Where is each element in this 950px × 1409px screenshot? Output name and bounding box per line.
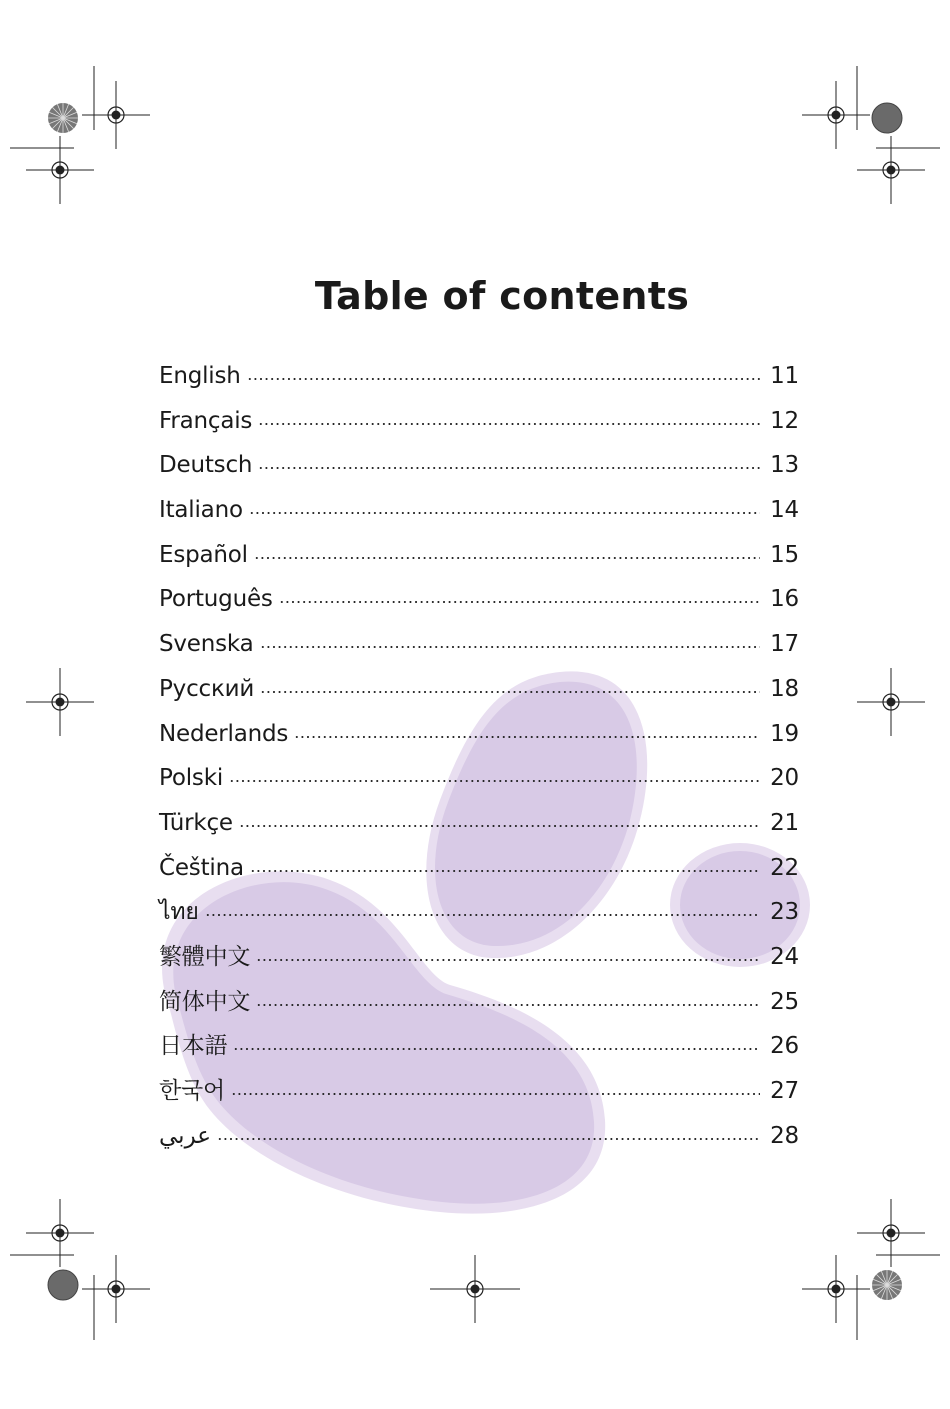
toc-entry-label: Deutsch — [159, 452, 253, 479]
registration-mark-icon — [857, 1199, 925, 1267]
toc-entry-label: English — [159, 363, 241, 389]
toc-entry-label: ไทย — [159, 899, 199, 926]
toc-entry-turkce[interactable] — [159, 805, 799, 850]
toc-entry-label: Čeština — [159, 854, 244, 881]
toc-entry-traditional-chinese[interactable] — [159, 939, 799, 984]
toc-entry-page: 18 — [770, 675, 799, 702]
toc-entry-page: 23 — [770, 899, 799, 926]
toc-entry-arabic[interactable] — [159, 1118, 799, 1163]
toc-entry-page: 21 — [770, 809, 799, 836]
toc-entry-nederlands[interactable] — [159, 716, 799, 761]
registration-mark-icon — [82, 81, 150, 149]
registration-mark-icon — [802, 81, 870, 149]
starburst-target-icon — [48, 103, 78, 133]
toc-entry-svenska[interactable] — [159, 626, 799, 671]
toc-entry-label: Français — [159, 407, 253, 434]
color-bar-dot-icon — [872, 103, 902, 133]
toc-entry-label: Español — [159, 541, 248, 568]
toc-entry-polski[interactable] — [159, 760, 799, 805]
toc-entry-label: Português — [159, 586, 273, 613]
registration-mark-icon — [802, 1255, 870, 1323]
toc-entry-label: Italiano — [159, 497, 243, 524]
registration-mark-icon — [26, 1199, 94, 1267]
dot-leader — [256, 957, 760, 963]
toc-entry-cestina[interactable] — [159, 850, 799, 895]
toc-entry-label: Polski — [159, 765, 224, 792]
toc-entry-russian[interactable] — [159, 671, 799, 716]
dot-leader — [205, 912, 761, 918]
toc-entry-thai[interactable] — [159, 894, 799, 939]
toc-entry-label: Svenska — [159, 631, 254, 658]
toc-entry-page: 19 — [770, 720, 799, 747]
toc-entry-page: 22 — [770, 854, 799, 881]
dot-leader — [258, 465, 760, 471]
toc-entry-page: 11 — [770, 363, 799, 389]
registration-mark-icon — [857, 668, 925, 736]
toc-entry-label: Русский — [159, 675, 255, 702]
toc-entry-deutsch[interactable] — [159, 447, 799, 492]
dot-leader — [254, 555, 760, 561]
toc-entry-espanol[interactable] — [159, 537, 799, 582]
toc-entry-label: 简体中文 — [159, 988, 251, 1015]
registration-mark-icon — [82, 1255, 150, 1323]
registration-mark-icon — [26, 668, 94, 736]
dot-leader — [279, 599, 760, 605]
table-of-contents — [159, 358, 799, 1162]
starburst-target-icon — [872, 1270, 902, 1300]
toc-entry-label: 日本語 — [159, 1033, 228, 1060]
toc-entry-page: 13 — [770, 452, 799, 479]
dot-leader — [250, 868, 760, 874]
toc-entry-page: 24 — [770, 943, 799, 970]
toc-entry-page: 15 — [770, 541, 799, 568]
dot-leader — [260, 689, 760, 695]
toc-entry-label: عربي — [159, 1122, 211, 1149]
toc-entry-page: 14 — [770, 497, 799, 524]
toc-entry-simplified-chinese[interactable] — [159, 984, 799, 1029]
toc-entry-page: 20 — [770, 765, 799, 792]
page-title: Table of contents — [314, 274, 690, 318]
toc-entry-italiano[interactable] — [159, 492, 799, 537]
toc-entry-francais[interactable] — [159, 403, 799, 448]
dot-leader — [247, 376, 760, 382]
toc-entry-page: 17 — [770, 631, 799, 658]
toc-entry-label: Türkçe — [159, 809, 233, 836]
toc-entry-page: 26 — [770, 1033, 799, 1060]
toc-entry-english[interactable] — [159, 358, 799, 403]
dot-leader — [260, 644, 761, 650]
dot-leader — [217, 1136, 760, 1142]
toc-entry-korean[interactable] — [159, 1073, 799, 1118]
color-bar-dot-icon — [48, 1270, 78, 1300]
toc-entry-label: 한국어 — [159, 1078, 226, 1104]
dot-leader — [256, 1002, 760, 1008]
dot-leader — [231, 1091, 760, 1097]
dot-leader — [258, 421, 760, 427]
dot-leader — [294, 734, 760, 740]
toc-entry-japanese[interactable] — [159, 1028, 799, 1073]
toc-entry-portugues[interactable] — [159, 581, 799, 626]
registration-mark-icon — [26, 136, 94, 204]
toc-entry-page: 28 — [770, 1122, 799, 1149]
toc-entry-page: 25 — [770, 988, 799, 1015]
dot-leader — [233, 1046, 760, 1052]
dot-leader — [229, 778, 760, 784]
toc-entry-page: 27 — [770, 1078, 799, 1104]
toc-entry-label: 繁體中文 — [159, 943, 251, 970]
toc-entry-page: 16 — [770, 586, 799, 613]
toc-entry-page: 12 — [770, 407, 799, 434]
toc-entry-label: Nederlands — [159, 720, 289, 747]
dot-leader — [239, 823, 760, 829]
registration-mark-icon — [857, 136, 925, 204]
dot-leader — [249, 510, 760, 516]
